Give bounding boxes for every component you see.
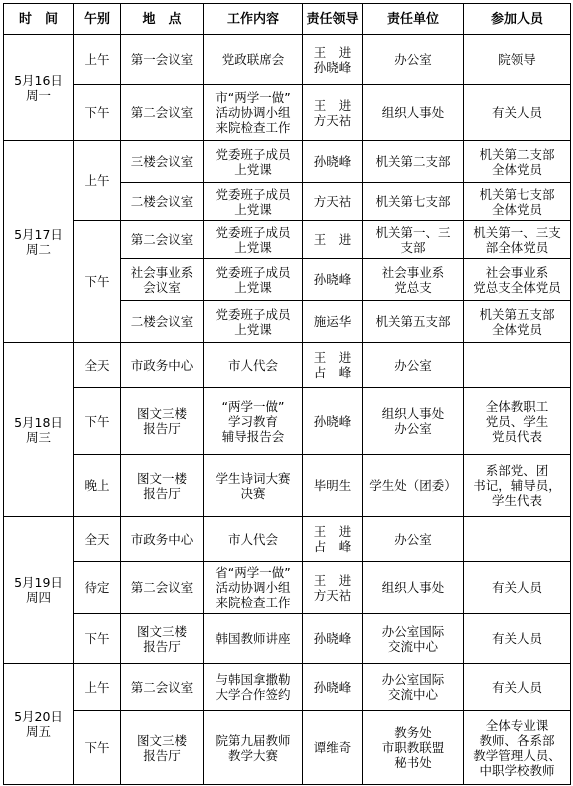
participants-cell — [464, 85, 571, 141]
content-text: 党委班子成员 上党课 — [215, 264, 291, 295]
content-cell — [204, 35, 303, 85]
unit-text: 机关第一、三 支部 — [375, 224, 451, 255]
unit-text: 办公室 — [394, 52, 432, 67]
period-cell: 全天 — [74, 343, 121, 388]
table-row — [4, 85, 571, 141]
place-text: 三楼会议室 — [130, 154, 194, 169]
content-text: 与韩国拿撒勒 大学合作签约 — [215, 672, 291, 702]
header-time: 时 间 — [4, 4, 74, 35]
content-cell — [204, 141, 303, 183]
participants-text: 有关人员 — [491, 679, 542, 695]
content-text: 党委班子成员 上党课 — [215, 306, 291, 337]
unit-text: 组织人事处 — [381, 580, 445, 595]
content-text: “两学一做” 学习教育 辅导报告会 — [221, 398, 285, 444]
date-label: 5月19日 周四 — [14, 575, 63, 605]
place-cell — [121, 562, 204, 614]
place-text: 第二会议室 — [130, 105, 194, 120]
participants-cell — [464, 221, 571, 259]
table-row — [4, 35, 571, 85]
leader-text: 施运华 — [313, 314, 352, 329]
leader-cell — [303, 301, 363, 343]
content-text: 市人代会 — [227, 531, 278, 547]
period-cell: 上午 — [74, 141, 121, 221]
participants-cell — [464, 711, 571, 785]
leader-text: 王 进 孙晓峰 — [313, 44, 352, 75]
place-text: 图文三楼 报告厅 — [136, 732, 187, 763]
unit-cell — [363, 183, 464, 221]
place-cell — [121, 85, 204, 141]
place-text: 二楼会议室 — [130, 314, 194, 329]
leader-cell — [303, 664, 363, 711]
date-label: 5月16日 周一 — [14, 72, 63, 103]
place-text: 第一会议室 — [130, 52, 194, 67]
participants-cell — [464, 517, 571, 562]
content-cell — [204, 455, 303, 517]
table-row — [4, 343, 571, 388]
leader-text: 孙晓峰 — [313, 272, 352, 287]
unit-cell — [363, 562, 464, 614]
unit-text: 机关第二支部 — [375, 154, 451, 169]
content-text: 韩国教师讲座 — [215, 631, 291, 646]
period-cell: 下午 — [74, 614, 121, 664]
place-text: 第二会议室 — [130, 679, 194, 695]
participants-text: 机关第七支部 全体党员 — [479, 186, 555, 217]
leader-text: 王 进 方天祜 — [313, 97, 352, 128]
schedule-table — [3, 3, 571, 785]
unit-cell — [363, 85, 464, 141]
content-cell — [204, 183, 303, 221]
table-row — [4, 664, 571, 711]
period-cell: 上午 — [74, 664, 121, 711]
place-cell — [121, 711, 204, 785]
place-text: 市政务中心 — [130, 357, 194, 373]
content-cell — [204, 517, 303, 562]
date-cell — [4, 517, 74, 664]
place-cell — [121, 221, 204, 259]
unit-cell — [363, 388, 464, 455]
participants-text: 系部党、团 书记，辅导员， 学生代表 — [473, 463, 561, 508]
period-cell: 下午 — [74, 85, 121, 141]
leader-text: 孙晓峰 — [313, 679, 352, 695]
leader-cell — [303, 259, 363, 301]
participants-text: 全体教职工 党员、学生 党员代表 — [485, 398, 549, 444]
period-cell: 上午 — [74, 35, 121, 85]
place-cell — [121, 517, 204, 562]
date-cell — [4, 35, 74, 141]
participants-text: 有关人员 — [491, 631, 542, 646]
participants-cell — [464, 259, 571, 301]
unit-text: 教务处 市职教联盟 秘书处 — [381, 725, 445, 770]
leader-cell — [303, 85, 363, 141]
date-label: 5月20日 周五 — [14, 709, 63, 739]
content-text: 党委班子成员 上党课 — [215, 186, 291, 217]
leader-text: 毕明生 — [313, 478, 352, 493]
place-text: 图文三楼 报告厅 — [136, 406, 187, 436]
place-cell — [121, 183, 204, 221]
date-cell — [4, 141, 74, 343]
header-place: 地 点 — [121, 4, 204, 35]
content-cell — [204, 711, 303, 785]
place-cell — [121, 301, 204, 343]
leader-text: 孙晓峰 — [313, 631, 352, 646]
table-row — [4, 141, 571, 183]
unit-text: 组织人事处 办公室 — [381, 406, 445, 436]
leader-cell — [303, 343, 363, 388]
participants-text: 有关人员 — [491, 105, 542, 120]
leader-cell — [303, 35, 363, 85]
content-text: 院第九届教师 教学大赛 — [215, 732, 291, 763]
unit-text: 机关第五支部 — [375, 314, 451, 329]
unit-text: 社会事业系 党总支 — [381, 264, 445, 295]
leader-cell — [303, 711, 363, 785]
place-text: 图文一楼 报告厅 — [136, 470, 187, 501]
leader-cell — [303, 455, 363, 517]
participants-text: 机关第二支部 全体党员 — [479, 146, 555, 177]
participants-text: 社会事业系 党总支全体党员 — [473, 264, 561, 295]
leader-text: 王 进 方天祜 — [313, 572, 352, 603]
place-text: 社会事业系 会议室 — [130, 264, 194, 295]
participants-cell — [464, 343, 571, 388]
place-cell — [121, 388, 204, 455]
participants-text: 有关人员 — [491, 580, 542, 595]
period-cell: 全天 — [74, 517, 121, 562]
participants-text: 全体专业课 教师、各系部 教学管理人员、 中职学校教师 — [473, 717, 561, 778]
unit-cell — [363, 259, 464, 301]
participants-cell — [464, 141, 571, 183]
place-text: 图文三楼 报告厅 — [136, 623, 187, 654]
leader-cell — [303, 141, 363, 183]
header-content: 工作内容 — [204, 4, 303, 35]
participants-text: 院领导 — [498, 52, 536, 67]
unit-text: 办公室国际 交流中心 — [381, 623, 445, 654]
place-text: 二楼会议室 — [130, 194, 194, 209]
content-cell — [204, 664, 303, 711]
content-cell — [204, 301, 303, 343]
place-cell — [121, 35, 204, 85]
period-cell: 晚上 — [74, 455, 121, 517]
content-text: 市人代会 — [227, 357, 278, 373]
leader-text: 方天祜 — [313, 194, 352, 209]
content-text: 学生诗词大赛 决赛 — [215, 470, 291, 501]
leader-text: 王 进 占 峰 — [313, 350, 352, 380]
period-cell: 下午 — [74, 221, 121, 343]
participants-cell — [464, 455, 571, 517]
leader-cell — [303, 183, 363, 221]
leader-text: 谭维奇 — [313, 740, 352, 755]
unit-cell — [363, 614, 464, 664]
unit-cell — [363, 517, 464, 562]
table-row — [4, 388, 571, 455]
leader-text: 孙晓峰 — [313, 413, 352, 429]
period-cell: 待定 — [74, 562, 121, 614]
unit-text: 办公室国际 交流中心 — [381, 672, 445, 702]
leader-cell — [303, 562, 363, 614]
schedule-body — [4, 35, 571, 785]
table-row — [4, 221, 571, 259]
leader-cell — [303, 221, 363, 259]
unit-cell — [363, 711, 464, 785]
content-cell — [204, 259, 303, 301]
header-unit: 责任单位 — [363, 4, 464, 35]
place-cell — [121, 664, 204, 711]
participants-cell — [464, 664, 571, 711]
content-text: 党委班子成员 上党课 — [215, 224, 291, 255]
unit-cell — [363, 221, 464, 259]
header-row — [4, 4, 571, 35]
unit-cell — [363, 301, 464, 343]
place-cell — [121, 614, 204, 664]
table-row — [4, 562, 571, 614]
content-text: 市“两学一做” 活动协调小组 来院检查工作 — [215, 90, 291, 135]
content-text: 党政联席会 — [221, 52, 285, 67]
unit-cell — [363, 455, 464, 517]
participants-cell — [464, 562, 571, 614]
content-text: 省“两学一做” 活动协调小组 来院检查工作 — [215, 565, 291, 610]
leader-cell — [303, 614, 363, 664]
leader-cell — [303, 388, 363, 455]
participants-cell — [464, 301, 571, 343]
content-cell — [204, 221, 303, 259]
unit-cell — [363, 664, 464, 711]
place-cell — [121, 343, 204, 388]
unit-text: 办公室 — [394, 357, 432, 373]
place-text: 市政务中心 — [130, 531, 194, 547]
participants-text: 机关第五支部 全体党员 — [479, 306, 555, 337]
place-text: 第二会议室 — [130, 232, 194, 247]
header-leader: 责任领导 — [303, 4, 363, 35]
content-text: 党委班子成员 上党课 — [215, 146, 291, 177]
participants-cell — [464, 388, 571, 455]
date-label: 5月18日 周三 — [14, 414, 63, 445]
unit-text: 办公室 — [394, 531, 432, 547]
period-cell: 下午 — [74, 388, 121, 455]
participants-cell — [464, 614, 571, 664]
place-cell — [121, 259, 204, 301]
unit-text: 学生处（团委） — [369, 478, 457, 493]
participants-cell — [464, 183, 571, 221]
leader-text: 王 进 — [313, 232, 352, 247]
unit-cell — [363, 141, 464, 183]
date-cell — [4, 664, 74, 785]
table-row — [4, 711, 571, 785]
table-row — [4, 517, 571, 562]
header-period: 午别 — [74, 4, 121, 35]
date-label: 5月17日 周二 — [14, 226, 63, 257]
unit-text: 机关第七支部 — [375, 194, 451, 209]
content-cell — [204, 388, 303, 455]
leader-text: 孙晓峰 — [313, 154, 352, 169]
content-cell — [204, 343, 303, 388]
period-cell: 下午 — [74, 711, 121, 785]
unit-text: 组织人事处 — [381, 105, 445, 120]
table-row — [4, 614, 571, 664]
unit-cell — [363, 35, 464, 85]
header-participants: 参加人员 — [464, 4, 571, 35]
leader-text: 王 进 占 峰 — [313, 524, 352, 554]
content-cell — [204, 562, 303, 614]
date-cell — [4, 343, 74, 517]
place-cell — [121, 455, 204, 517]
content-cell — [204, 614, 303, 664]
place-cell — [121, 141, 204, 183]
participants-text: 机关第一、三支 部全体党员 — [473, 224, 561, 255]
place-text: 第二会议室 — [130, 580, 194, 595]
leader-cell — [303, 517, 363, 562]
table-row — [4, 455, 571, 517]
unit-cell — [363, 343, 464, 388]
participants-cell — [464, 35, 571, 85]
content-cell — [204, 85, 303, 141]
